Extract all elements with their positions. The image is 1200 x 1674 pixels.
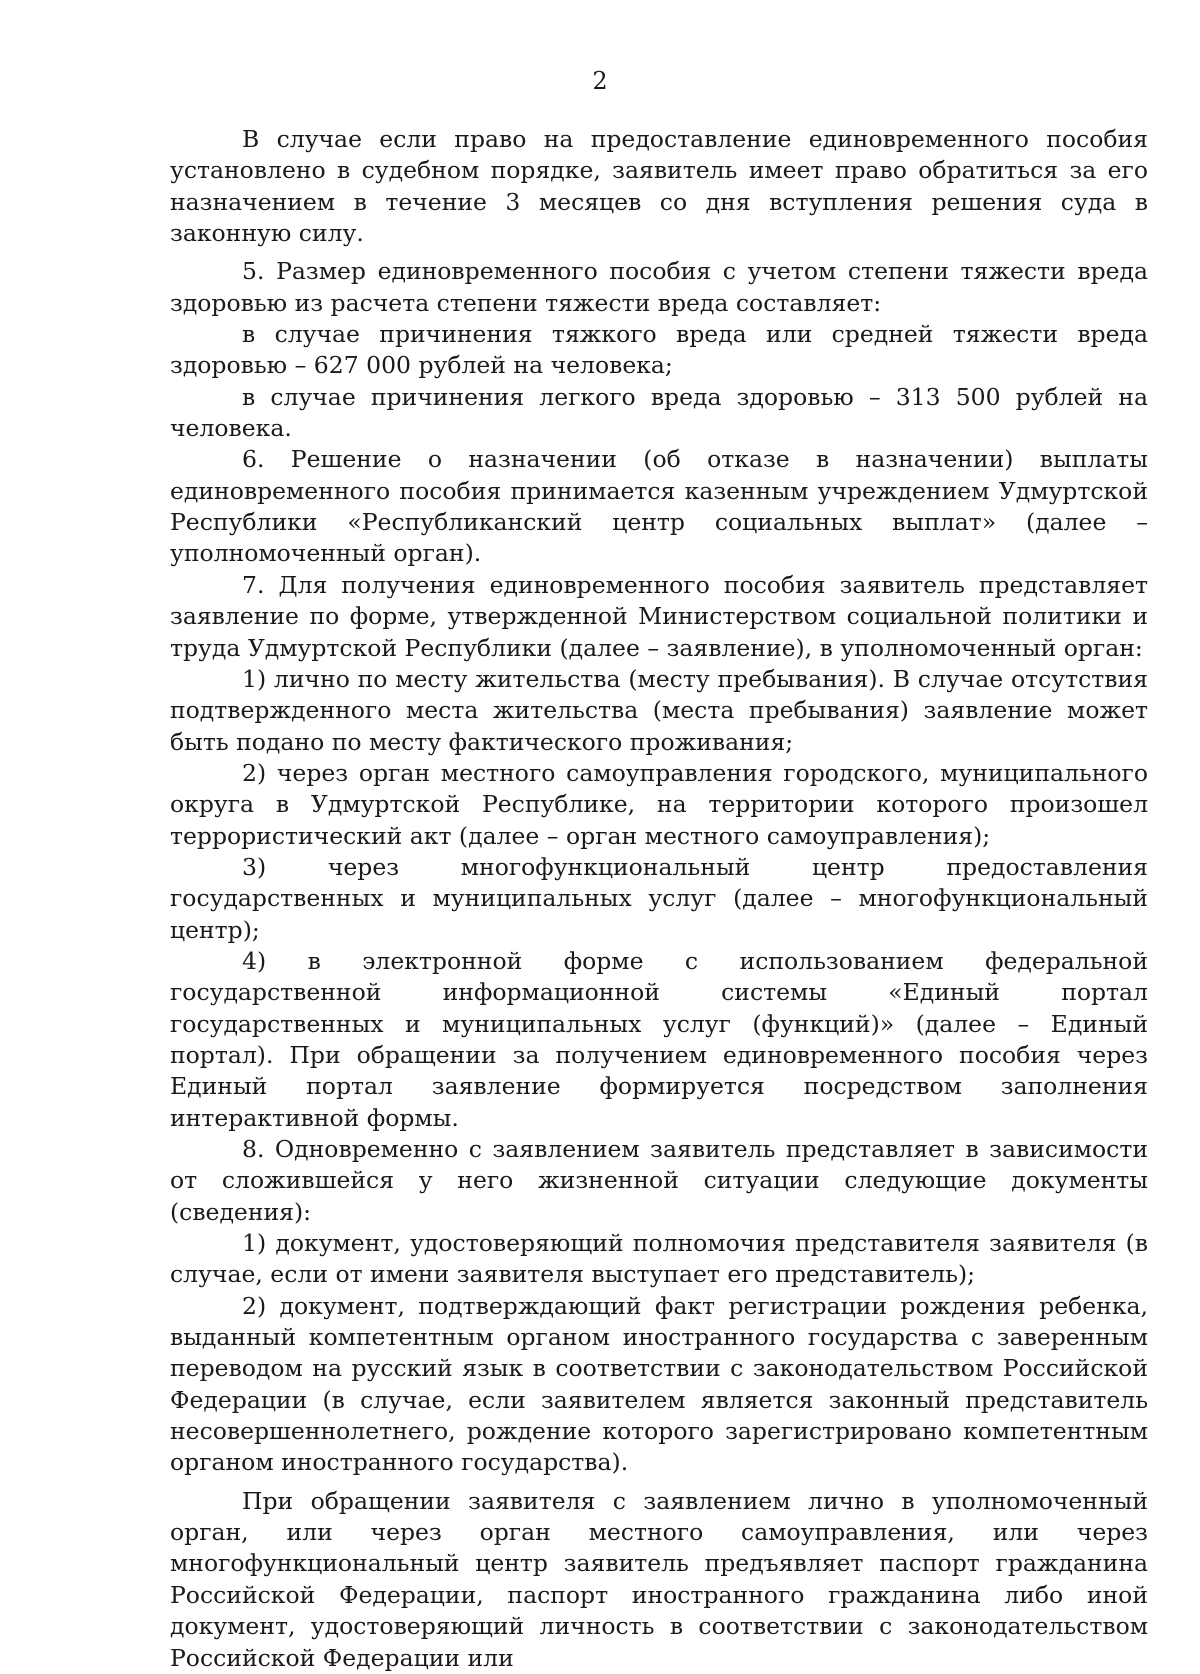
paragraph-item-6: 6. Решение о назначении (об отказе в назначении) выплаты единовременного пособия принимается казенным учреждением Удмуртской Республики «Республиканский центр социальных выплат» (далее – уполномоченный орган). — [170, 445, 1148, 568]
paragraph-item-7-2: 2) через орган местного самоуправления городского, муниципального округа в Удмуртской Республике, на территории которого произошел террористический акт (далее – орган местного самоуправления); — [170, 758, 1148, 850]
paragraph-item-7: 7. Для получения единовременного пособия заявитель представляет заявление по форме, утвержденной Министерством социальной политики и труда Удмуртской Республики (далее – заявление), в уполномоченный орган: — [170, 570, 1148, 662]
paragraph-item-7-1: 1) лично по месту жительства (месту пребывания). В случае отсутствия подтвержденного места жительства (места пребывания) заявление может быть подано по месту фактического проживания; — [170, 664, 1148, 756]
paragraph-item-8-1: 1) документ, удостоверяющий полномочия представителя заявителя (в случае, если от имени заявителя выступает его представитель); — [170, 1229, 1148, 1289]
paragraph-item-5: 5. Размер единовременного пособия с учетом степени тяжести вреда здоровью из расчета степени тяжести вреда составляет: — [170, 257, 1148, 317]
page-number: 2 — [592, 67, 608, 95]
paragraph-severe-harm: в случае причинения тяжкого вреда или средней тяжести вреда здоровью – 627 000 рублей на человека; — [170, 320, 1148, 380]
paragraph-court-procedure: В случае если право на предоставление единовременного пособия установлено в судебном порядке, заявитель имеет право обратиться за его назначением в течение 3 месяцев со дня вступления решения суда в законную силу. — [170, 125, 1148, 248]
paragraph-light-harm: в случае причинения легкого вреда здоровью – 313 500 рублей на человека. — [170, 382, 1148, 443]
paragraph-identity-document: При обращении заявителя с заявлением лично в уполномоченный орган, или через орган местного самоуправления, или через многофункциональный центр заявитель предъявляет паспорт гражданина Российской Федерации, паспорт иностранного гражданина либо иной документ, удостоверяющий личность в соответствии с законодательством Российской Федерации или — [170, 1486, 1148, 1672]
paragraph-item-8: 8. Одновременно с заявлением заявитель представляет в зависимости от сложившейся у него жизненной ситуации следующие документы (сведения): — [170, 1135, 1148, 1226]
paragraph-item-8-2: 2) документ, подтверждающий факт регистрации рождения ребенка, выданный компетентным органом иностранного государства с заверенным переводом на русский язык в соответствии с законодательством Российской Федерации (в случае, если заявителем является законный представитель несовершеннолетнего, рождение которого зарегистрировано компетентным органом иностранного государства). — [170, 1291, 1148, 1477]
paragraph-item-7-3: 3) через многофункциональный центр предоставления государственных и муниципальных услуг (далее – многофункциональный центр); — [170, 852, 1148, 944]
document-body — [170, 124, 1148, 1674]
paragraph-item-7-4: 4) в электронной форме с использованием федеральной государственной информационной системы «Единый портал государственных и муниципальных услуг (функций)» (далее – Единый портал). При обращении за получением единовременного пособия через Единый портал заявление формируется посредством заполнения интерактивной формы. — [170, 946, 1148, 1132]
